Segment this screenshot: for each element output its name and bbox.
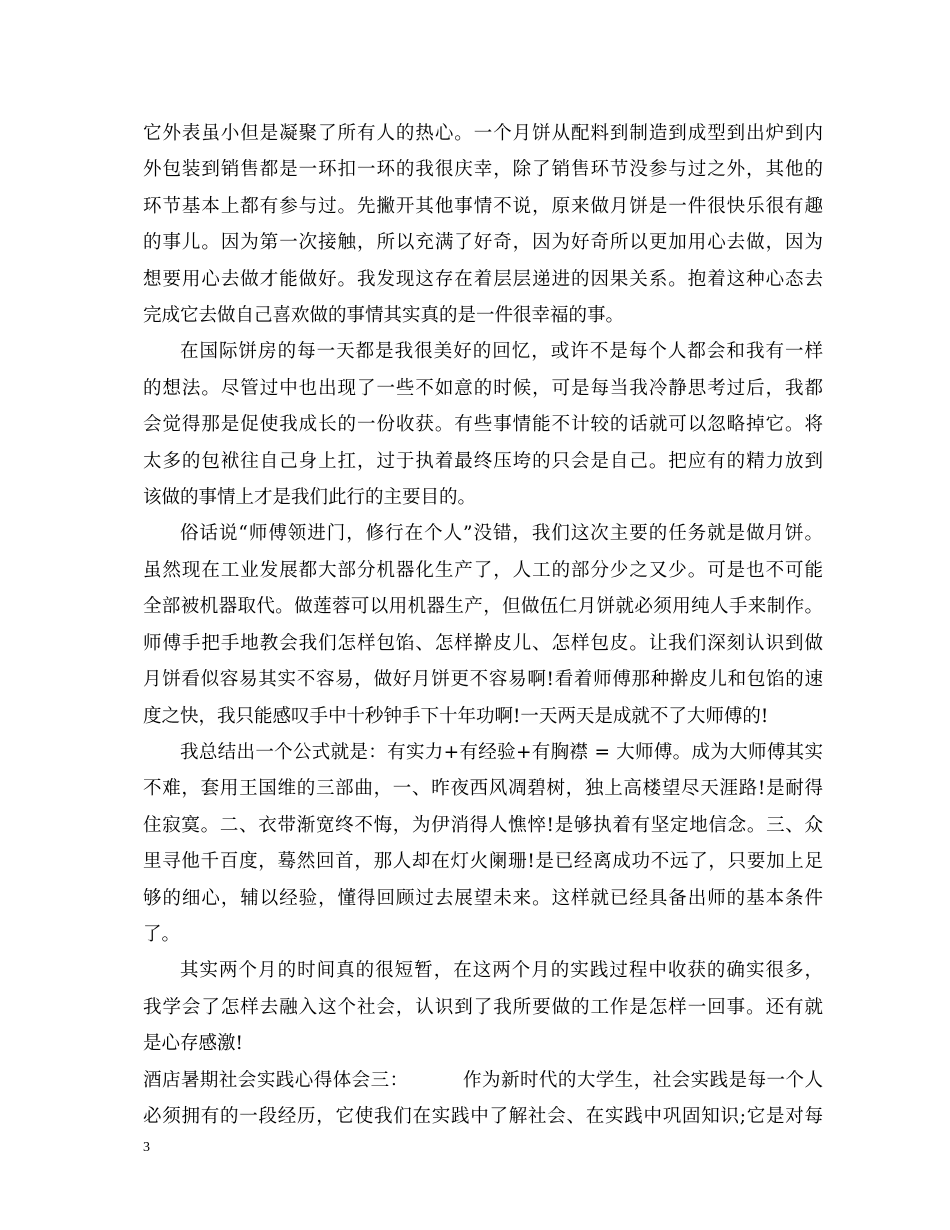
text-line: 会觉得那是促使我成长的一份收获。有些事情能不计较的话就可以忽略掉它。将 [143, 414, 823, 436]
text-line: 太多的包袱往自己身上扛，过于执着最终压垮的只会是自己。把应有的精力放到 [143, 450, 823, 472]
text-line: 度之快，我只能感叹手中十秒钟手下十年功啊!一天两天是成就不了大师傅的! [143, 705, 769, 727]
text-line: 不难，套用王国维的三部曲，一、昨夜西风凋碧树，独上高楼望尽天涯路!是耐得 [143, 778, 823, 800]
text-line: 够的细心，辅以经验，懂得回顾过去展望未来。这样就已经具备出师的基本条件 [143, 887, 823, 909]
text-line: 该做的事情上才是我们此行的主要目的。 [143, 487, 477, 509]
section-first-line: 作为新时代的大学生，社会实践是每一个人 [462, 1069, 823, 1091]
section-heading: 酒店暑期社会实践心得体会三： [143, 1069, 409, 1091]
text-line: 环节基本上都有参与过。先撇开其他事情不说，原来做月饼是一件很快乐很有趣 [143, 195, 823, 217]
text-line: 了。 [143, 923, 181, 945]
text-line: 我总结出一个公式就是：有实力+有经验+有胸襟 = 大师傅。成为大师傅其实 [180, 741, 823, 763]
text-line: 完成它去做自己喜欢做的事情其实真的是一件很幸福的事。 [143, 305, 625, 327]
text-line: 其实两个月的时间真的很短暂，在这两个月的实践过程中收获的确实很多， [180, 960, 823, 982]
text-line: 全部被机器取代。做莲蓉可以用机器生产，但做伍仁月饼就必须用纯人手来制作。 [143, 596, 823, 618]
text-line: 我学会了怎样去融入这个社会，认识到了我所要做的工作是怎样一回事。还有就 [143, 996, 823, 1018]
text-line: 虽然现在工业发展都大部分机器化生产了，人工的部分少之又少。可是也不可能 [143, 559, 823, 581]
text-line: 的想法。尽管过中也出现了一些不如意的时候，可是每当我冷静思考过后，我都 [143, 377, 823, 399]
text-line: 是心存感激! [143, 1033, 243, 1055]
text-line: 俗话说“师傅领进门，修行在个人”没错，我们这次主要的任务就是做月饼。 [180, 523, 823, 545]
section-heading-line [143, 1063, 823, 1099]
text-line: 里寻他千百度，蓦然回首，那人却在灯火阑珊!是已经离成功不远了，只要加上足 [143, 851, 823, 873]
text-line: 住寂寞。二、衣带渐宽终不悔，为伊消得人憔悴!是够执着有坚定地信念。三、众 [143, 814, 823, 836]
text-line: 必须拥有的一段经历，它使我们在实践中了解社会、在实践中巩固知识;它是对每 [143, 1105, 823, 1127]
body-text [143, 116, 823, 1135]
text-line: 外包装到销售都是一环扣一环的我很庆幸，除了销售环节没参与过之外，其他的 [143, 159, 823, 181]
text-line: 想要用心去做才能做好。我发现这存在着层层递进的因果关系。抱着这种心态去 [143, 268, 823, 290]
page-number: 3 [143, 1140, 150, 1155]
text-line: 师傅手把手地教会我们怎样包馅、怎样擀皮儿、怎样包皮。让我们深刻认识到做 [143, 632, 823, 654]
text-line: 月饼看似容易其实不容易，做好月饼更不容易啊!看着师傅那种擀皮儿和包馅的速 [143, 669, 823, 691]
text-line: 的事儿。因为第一次接触，所以充满了好奇，因为好奇所以更加用心去做，因为 [143, 232, 823, 254]
text-line: 它外表虽小但是凝聚了所有人的热心。一个月饼从配料到制造到成型到出炉到内 [143, 123, 823, 144]
text-line: 在国际饼房的每一天都是我很美好的回忆，或许不是每个人都会和我有一样 [180, 341, 823, 363]
